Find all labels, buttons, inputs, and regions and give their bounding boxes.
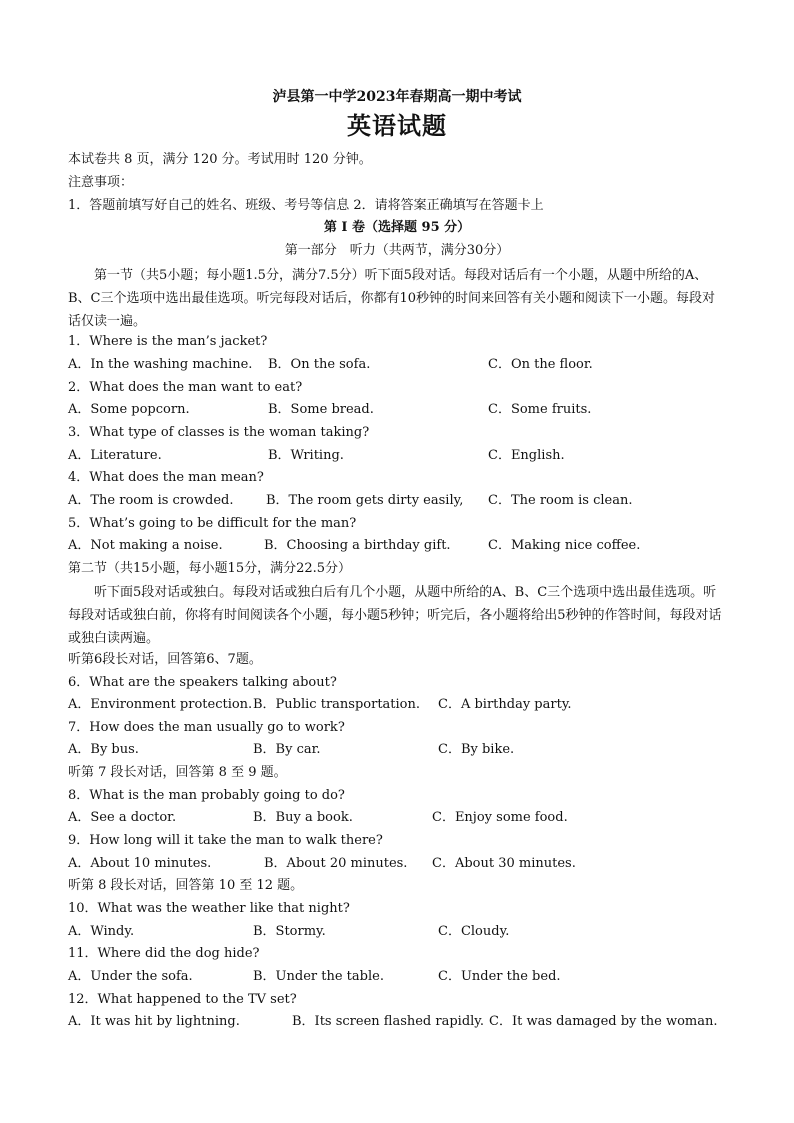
q8-option-c: C．Enjoy some food.	[432, 810, 568, 825]
volume-heading: 第 I 卷（选择题 95 分）	[323, 220, 471, 235]
section2-heading: 第二节（共15小题，每小题15分，满分22.5分）	[68, 561, 352, 576]
q1-option-c: C．On the floor.	[488, 357, 593, 372]
q6-option-b: B．Public transportation.	[253, 697, 421, 712]
q7-option-b: B．By car.	[253, 742, 321, 757]
question-5: 5．What’s going to be difficult for the man?	[68, 516, 357, 531]
exam-info: 本试卷共 8 页，满分 120 分。考试用时 120 分钟。	[68, 152, 372, 167]
q3-option-c: C．English.	[488, 448, 565, 463]
question-4: 4．What does the man mean?	[68, 470, 264, 485]
question-6: 6．What are the speakers talking about?	[68, 675, 337, 690]
dialog8-label: 听第 8 段长对话，回答第 10 至 12 题。	[68, 878, 304, 893]
q3-option-a: A．Literature.	[68, 448, 162, 463]
q1-option-b: B．On the sofa.	[268, 357, 371, 372]
q6-option-a: A．Environment protection.	[68, 697, 253, 712]
question-3: 3．What type of classes is the woman taking?	[68, 425, 370, 440]
note-item: 1．答题前填写好自己的姓名、班级、考号等信息 2．请将答案正确填写在答题卡上	[68, 198, 544, 213]
q4-option-b: B．The room gets dirty easily,	[266, 493, 464, 508]
q2-option-a: A．Some popcorn.	[68, 402, 190, 417]
q10-option-c: C．Cloudy.	[438, 924, 510, 939]
part1-heading: 第一部分 听力（共两节，满分30分）	[284, 243, 510, 258]
q9-option-a: A．About 10 minutes.	[68, 856, 212, 871]
q10-option-b: B．Stormy.	[253, 924, 326, 939]
question-12: 12．What happened to the TV set?	[68, 992, 297, 1007]
question-7: 7．How does the man usually go to work?	[68, 720, 345, 735]
q1-option-a: A．In the washing machine.	[68, 357, 253, 372]
q2-option-c: C．Some fruits.	[488, 402, 592, 417]
dialog6-label: 听第6段长对话，回答第6、7题。	[68, 652, 262, 667]
q11-option-a: A．Under the sofa.	[68, 969, 193, 984]
q12-option-c: C．It was damaged by the woman.	[489, 1014, 718, 1029]
q10-option-a: A．Windy.	[68, 924, 135, 939]
q11-option-c: C．Under the bed.	[438, 969, 561, 984]
question-2: 2．What does the man want to eat?	[68, 380, 303, 395]
q5-option-c: C．Making nice coffee.	[488, 538, 641, 553]
section2-instructions: 听下面5段对话或独白。每段对话或独白后有几个小题，从题中所给的A、B、C三个选项中选出最佳选项。听每段对话或独白前，你将有时间阅读各个小题，每小题5秒钟；听完后，各小题将给出5秒钟的作答时间，每段对话或独白读两遍。	[68, 585, 722, 646]
q9-option-b: B．About 20 minutes.	[264, 856, 408, 871]
question-1: 1．Where is the man’s jacket?	[68, 334, 268, 349]
section1-instructions: 第一节（共5小题；每小题1.5分，满分7.5分）听下面5段对话。每段对话后有一个小题，从题中所给的A、B、C三个选项中选出最佳选项。听完每段对话后，你都有10秒钟的时间来回答有关小题和阅读下一小题。每段对话仅读一遍。	[68, 268, 716, 329]
q3-option-b: B．Writing.	[268, 448, 344, 463]
question-9: 9．How long will it take the man to walk there?	[68, 833, 383, 848]
dialog7-label: 听第 7 段长对话，回答第 8 至 9 题。	[68, 765, 287, 780]
q8-option-a: A．See a doctor.	[68, 810, 177, 825]
q5-option-b: B．Choosing a birthday gift.	[264, 538, 451, 553]
q11-option-b: B．Under the table.	[253, 969, 384, 984]
q9-option-c: C．About 30 minutes.	[432, 856, 576, 871]
q12-option-b: B．Its screen flashed rapidly.	[292, 1014, 485, 1029]
q7-option-a: A．By bus.	[68, 742, 139, 757]
q7-option-c: C．By bike.	[438, 742, 515, 757]
q8-option-b: B．Buy a book.	[253, 810, 353, 825]
q6-option-c: C．A birthday party.	[438, 697, 572, 712]
question-8: 8．What is the man probably going to do?	[68, 788, 345, 803]
school-title: 泸县第一中学2023年春期高一期中考试	[272, 89, 522, 105]
question-10: 10．What was the weather like that night?	[68, 901, 350, 916]
subject-title: 英语试题	[347, 111, 447, 140]
q5-option-a: A．Not making a noise.	[68, 538, 223, 553]
q4-option-c: C．The room is clean.	[488, 493, 633, 508]
q4-option-a: A．The room is crowded.	[68, 493, 234, 508]
q2-option-b: B．Some bread.	[268, 402, 374, 417]
notes-label: 注意事项：	[68, 175, 134, 190]
q12-option-a: A．It was hit by lightning.	[68, 1014, 240, 1029]
question-11: 11．Where did the dog hide?	[68, 946, 260, 961]
